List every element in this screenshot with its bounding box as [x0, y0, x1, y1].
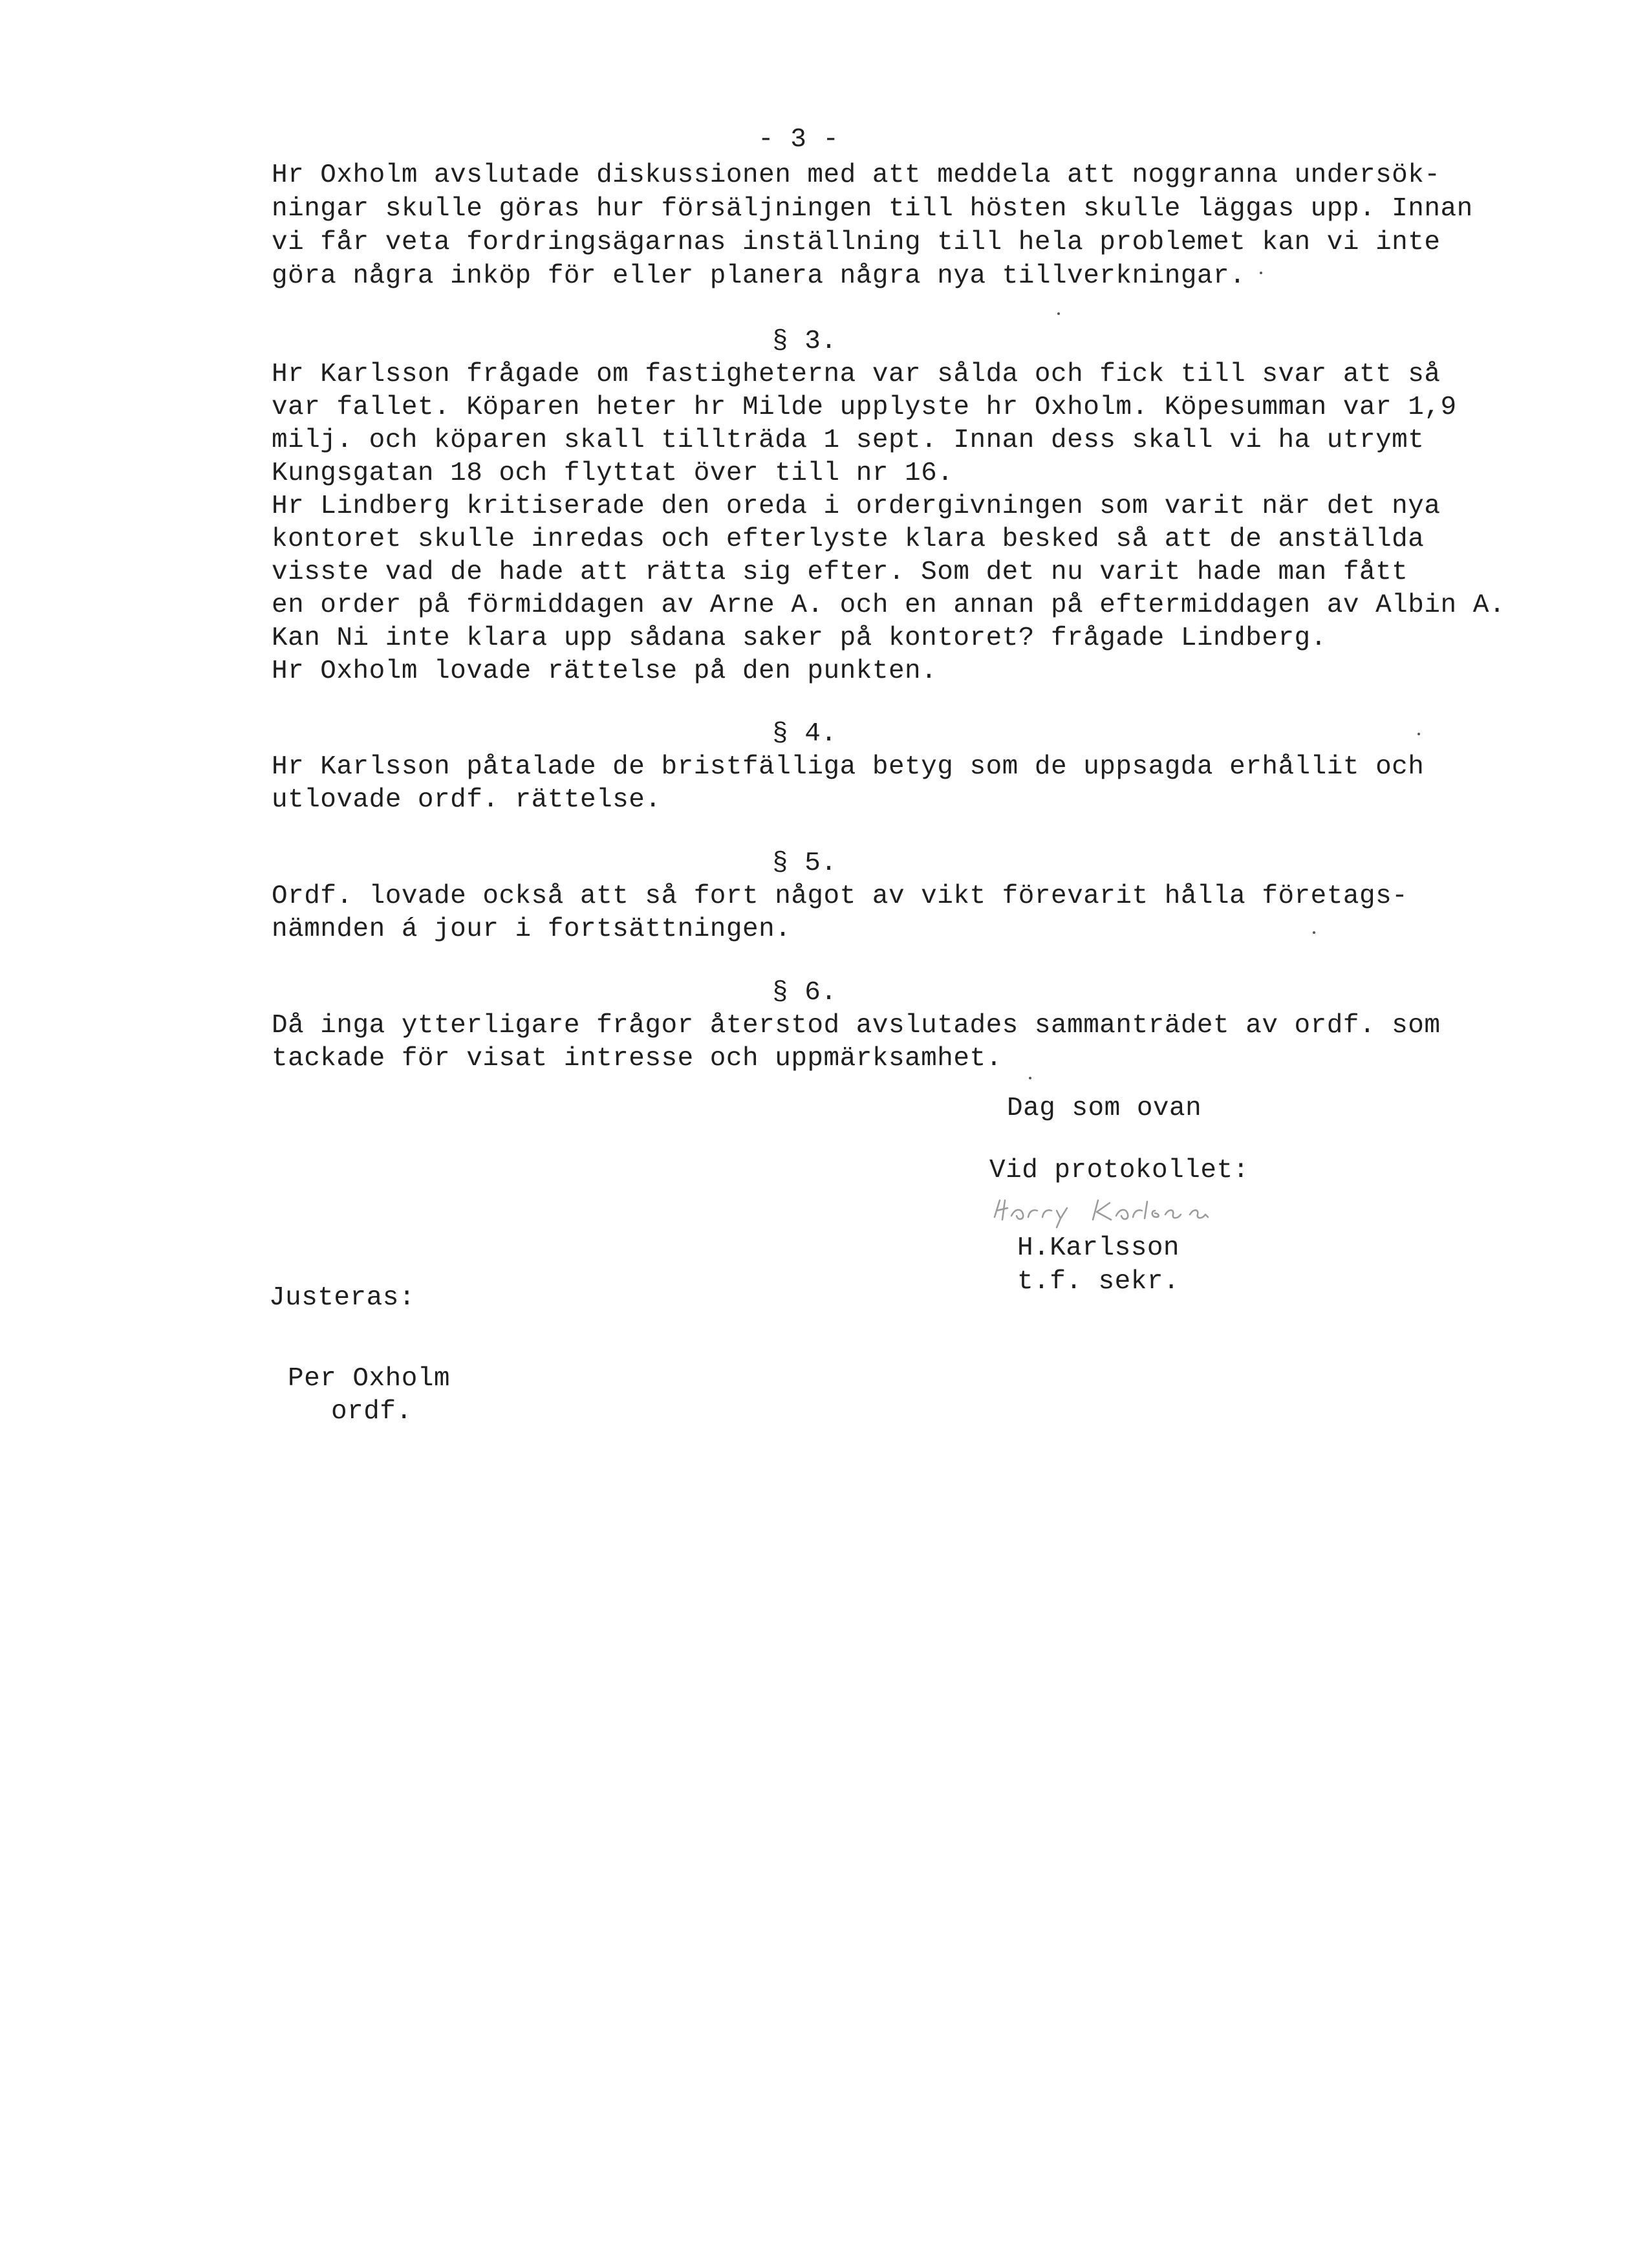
secretary-name: H.Karlsson — [1017, 1233, 1180, 1263]
scan-speck — [1260, 272, 1262, 274]
handwritten-signature — [989, 1191, 1280, 1230]
date-line: Dag som ovan — [1007, 1094, 1202, 1123]
section-3-line: Hr Lindberg kritiserade den oreda i ordergivningen som varit när det nya — [272, 491, 1441, 521]
section-4-heading: § 4. — [772, 719, 837, 749]
section-3-heading: § 3. — [772, 327, 837, 356]
section-3-line: var fallet. Köparen heter hr Milde upplyste hr Oxholm. Köpesumman var 1,9 — [272, 393, 1457, 422]
page-number: - 3 - — [758, 125, 839, 155]
section-3-line: Kungsgatan 18 och flyttat över till nr 16. — [272, 459, 954, 488]
intro-line: ningar skulle göras hur försäljningen till hösten skulle läggas upp. Innan — [272, 194, 1473, 224]
section-5-line: nämnden á jour i fortsättningen. — [272, 914, 792, 944]
section-3-line: milj. och köparen skall tillträda 1 sept. Innan dess skall vi ha utrymt — [272, 426, 1425, 455]
section-3-line: kontoret skulle inredas och efterlyste klara besked så att de anställda — [272, 524, 1425, 554]
section-6-heading: § 6. — [772, 978, 837, 1008]
intro-line: vi får veta fordringsägarnas inställning till hela problemet kan vi inte — [272, 228, 1441, 257]
section-5-heading: § 5. — [772, 848, 837, 878]
chair-name: Per Oxholm — [288, 1364, 451, 1394]
chair-title: ordf. — [331, 1397, 413, 1427]
approval-label: Justeras: — [269, 1283, 415, 1313]
scan-speck — [1057, 312, 1060, 315]
intro-line: Hr Oxholm avslutade diskussionen med att meddela att noggranna undersök- — [272, 160, 1441, 190]
section-3-line: Kan Ni inte klara upp sådana saker på kontoret? frågade Lindberg. — [272, 623, 1327, 653]
section-3-line: Hr Oxholm lovade rättelse på den punkten. — [272, 656, 938, 686]
section-5-line: Ordf. lovade också att så fort något av vikt förevarit hålla företags- — [272, 881, 1408, 911]
intro-line: göra några inköp för eller planera några nya tillverkningar. — [272, 261, 1246, 291]
minutes-label: Vid protokollet: — [989, 1156, 1249, 1185]
section-3-line: en order på förmiddagen av Arne A. och en annan på eftermiddagen av Albin A. — [272, 590, 1505, 620]
section-4-line: utlovade ordf. rättelse. — [272, 785, 662, 815]
scan-speck — [1417, 733, 1420, 735]
section-3-line: Hr Karlsson frågade om fastigheterna var sålda och fick till svar att så — [272, 360, 1441, 389]
secretary-title: t.f. sekr. — [1017, 1267, 1180, 1297]
scan-speck — [1313, 931, 1315, 934]
scan-speck — [1029, 1077, 1031, 1079]
section-3-line: visste vad de hade att rätta sig efter. Som det nu varit hade man fått — [272, 557, 1408, 587]
section-4-line: Hr Karlsson påtalade de bristfälliga betyg som de uppsagda erhållit och — [272, 752, 1425, 782]
section-6-line: Då inga ytterligare frågor återstod avslutades sammanträdet av ordf. som — [272, 1011, 1441, 1041]
section-6-line: tackade för visat intresse och uppmärksamhet. — [272, 1044, 1002, 1074]
